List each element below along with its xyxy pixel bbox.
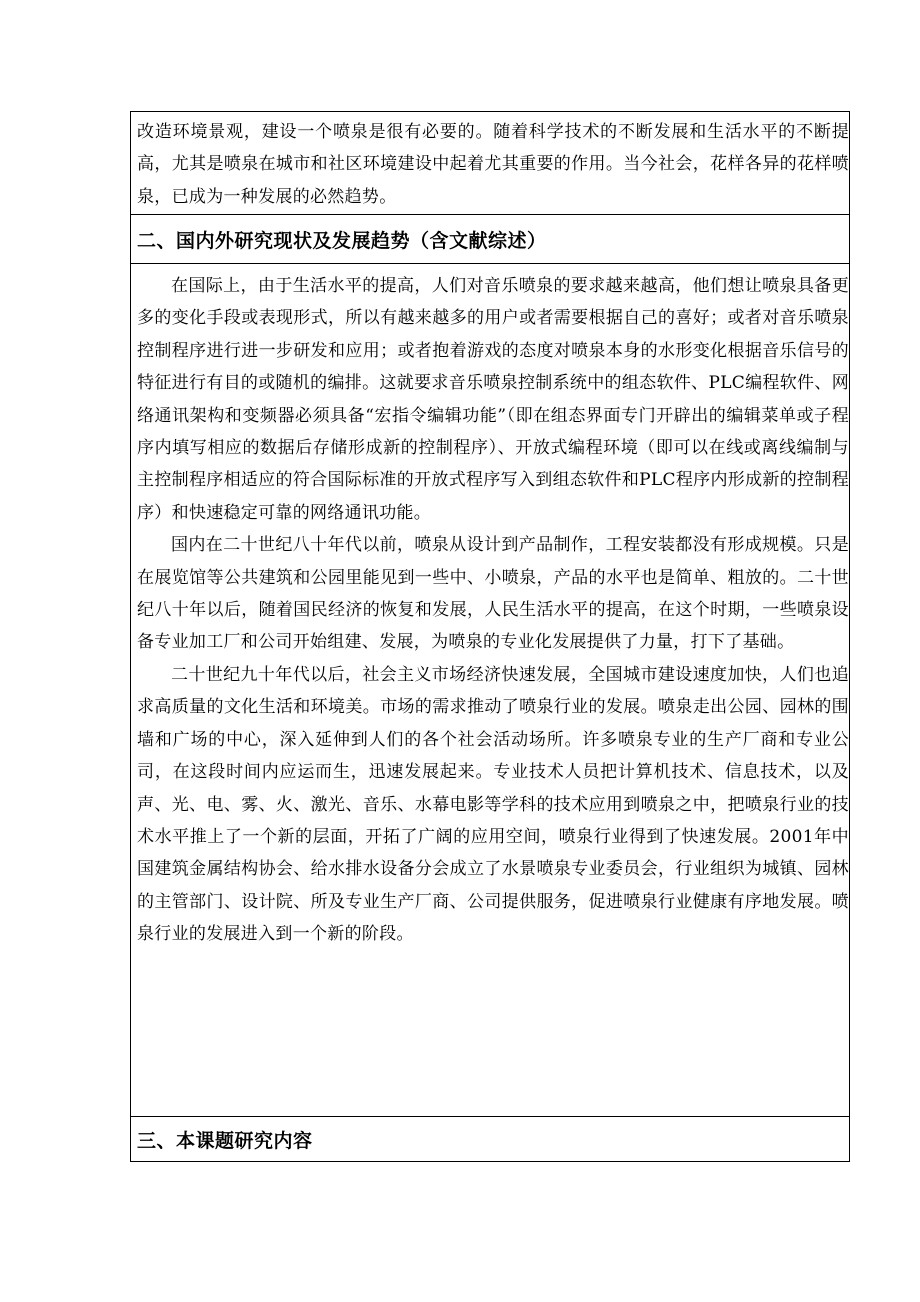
section-2-heading: 二、国内外研究现状及发展趋势（含文献综述）	[137, 229, 547, 252]
section-2-paragraph-3: 二十世纪九十年代以后，社会主义市场经济快速发展，全国城市建设速度加快，人们也追求高质量的文化生活和环境美。市场的需求推动了喷泉行业的发展。喷泉走出公园、园林的围墙和广场的中心，深入延伸到人们的各个社会活动场所。许多喷泉专业的生产厂商和专业公司，在这段时间内应运而生，迅速发展起来。专业技术人员把计算机技术、信息技术，以及声、光、电、雾、火、激光、音乐、水幕电影等学科的技术应用到喷泉之中，把喷泉行业的技术水平推上了一个新的层面，开拓了广阔的应用空间，喷泉行业得到了快速发展。2001年中国建筑金属结构协会、给水排水设备分会成立了水景喷泉专业委员会，行业组织为城镇、园林的主管部门、设计院、所及专业生产厂商、公司提供服务，促进喷泉行业健康有序地发展。喷泉行业的发展进入到一个新的阶段。	[137, 664, 849, 945]
section-2-paragraph-2: 国内在二十世纪八十年代以前，喷泉从设计到产品制作，工程安装都没有形成规模。只是在展览馆等公共建筑和公园里能见到一些中、小喷泉，产品的水平也是简单、粗放的。二十世纪八十年以后，随着国民经济的恢复和发展，人民生活水平的提高，在这个时期，一些喷泉设备专业加工厂和公司开始组建、发展，为喷泉的专业化发展提供了力量，打下了基础。	[137, 535, 849, 653]
section-3-heading-cell	[131, 1117, 849, 1161]
section-2-body-cell	[131, 264, 849, 1117]
section-2-paragraph-1: 在国际上，由于生活水平的提高，人们对音乐喷泉的要求越来越高，他们想让喷泉具备更多的变化手段或表现形式，所以有越来越多的用户或者需要根据自己的喜好；或者对音乐喷泉控制程序进行进一步研发和应用；或者抱着游戏的态度对喷泉本身的水形变化根据音乐信号的特征进行有目的或随机的编排。这就要求音乐喷泉控制系统中的组态软件、PLC编程软件、网络通讯架构和变频器必须具备“宏指令编辑功能”（即在组态界面专门开辟出的编辑菜单或子程序内填写相应的数据后存储形成新的控制程序）、开放式编程环境（即可以在线或离线编制与主控制程序相适应的符合国际标准的开放式程序写入到组态软件和PLC程序内形成新的控制程序）和快速稳定可靠的网络通讯功能。	[137, 276, 849, 523]
section-3-heading: 三、本课题研究内容	[137, 1129, 313, 1152]
intro-paragraph: 改造环境景观，建设一个喷泉是很有必要的。随着科学技术的不断发展和生活水平的不断提高，尤其是喷泉在城市和社区环境建设中起着尤其重要的作用。当今社会，花样各异的花样喷泉，已成为一种发展的必然趋势。	[137, 122, 849, 207]
document-table	[130, 111, 850, 1162]
section-2-heading-cell	[131, 215, 849, 264]
intro-cell	[131, 112, 849, 215]
